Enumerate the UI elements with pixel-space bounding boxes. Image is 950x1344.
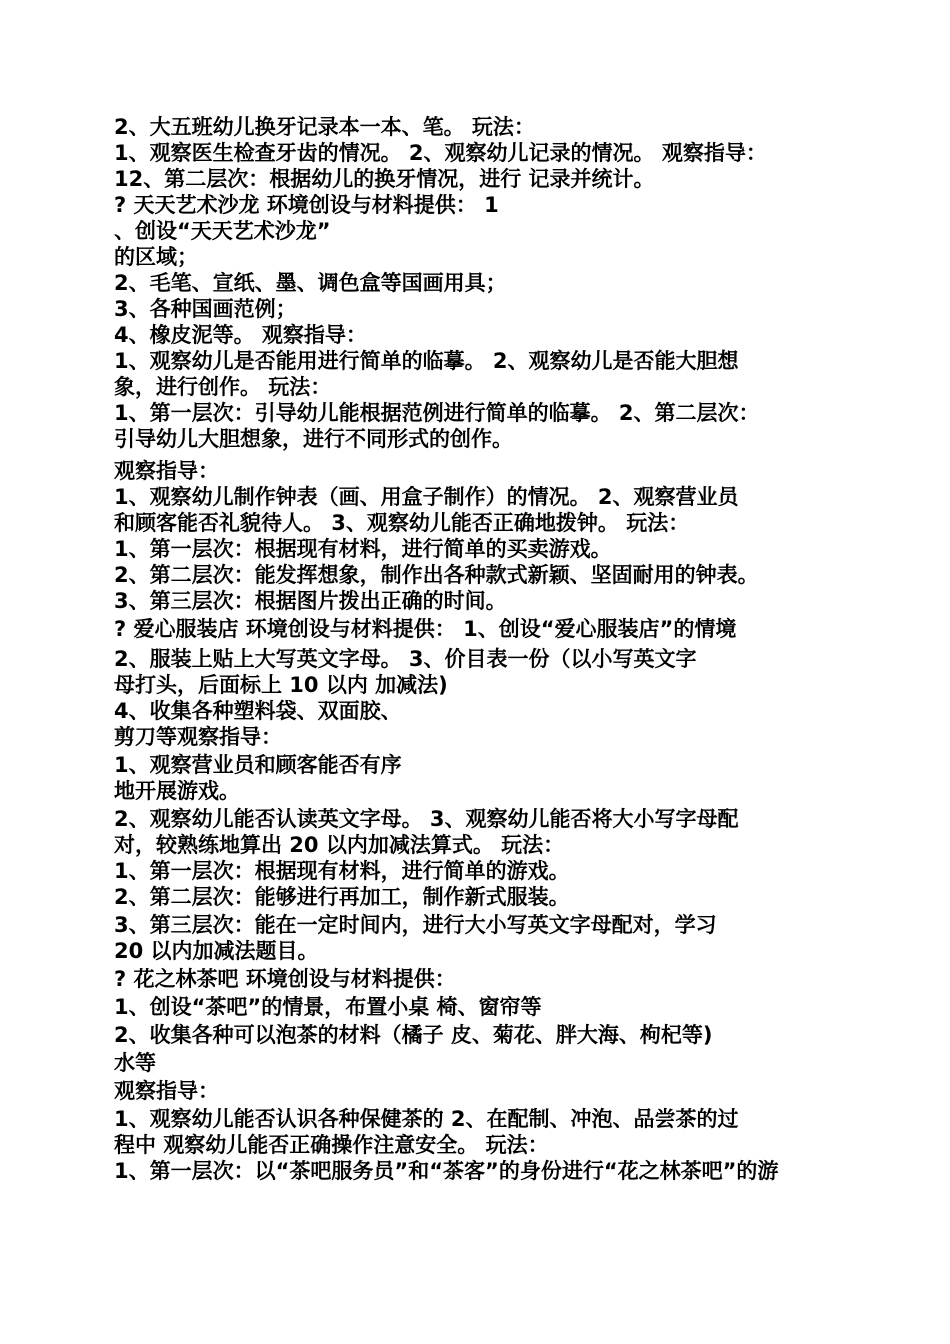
text-line: 地开展游戏。	[114, 779, 240, 803]
text-line: 2、大五班幼儿换牙记录本一本、笔。 玩法：	[114, 115, 535, 139]
text-line: 1、创设“茶吧”的情景，布置小桌 椅、窗帘等	[114, 995, 542, 1019]
text-line: 、创设“天天艺术沙龙”	[114, 219, 331, 243]
text-line: 2、第二层次：能够进行再加工，制作新式服装。	[114, 885, 570, 909]
text-line: 2、服装上贴上大写英文字母。 3、价目表一份（以小写英文字	[114, 647, 697, 671]
text-line: 1、观察营业员和顾客能否有序	[114, 753, 402, 777]
text-line: 观察指导：	[114, 1079, 219, 1103]
text-line: ? 爱心服装店 环境创设与材料提供： 1、创设“爱心服装店”的情境	[114, 617, 737, 641]
text-line: 4、收集各种塑料袋、双面胶、	[114, 699, 402, 723]
text-line: 象，进行创作。 玩法：	[114, 375, 332, 399]
text-line: 1、第一层次：根据现有材料，进行简单的买卖游戏。	[114, 537, 612, 561]
text-line: 程中 观察幼儿能否正确操作注意安全。 玩法：	[114, 1133, 549, 1157]
text-line: ? 天天艺术沙龙 环境创设与材料提供： 1	[114, 193, 499, 217]
text-line: 2、毛笔、宣纸、墨、调色盒等国画用具；	[114, 271, 507, 295]
text-line: 水等	[114, 1051, 156, 1075]
text-line: 的区域；	[114, 245, 198, 269]
text-line: 3、第三层次：根据图片拨出正确的时间。	[114, 589, 507, 613]
text-line: 母打头，后面标上 10 以内 加减法)	[114, 673, 448, 697]
text-line: 对，较熟练地算出 20 以内加减法算式。 玩法：	[114, 833, 565, 857]
text-line: 2、第二层次：能发挥想象，制作出各种款式新颖、坚固耐用的钟表。	[114, 563, 759, 587]
text-line: 1、观察幼儿是否能用进行简单的临摹。 2、观察幼儿是否能大胆想	[114, 349, 739, 373]
text-line: 3、第三层次：能在一定时间内，进行大小写英文字母配对，学习	[114, 913, 717, 937]
text-line: 1、第一层次：以“茶吧服务员”和“茶客”的身份进行“花之林茶吧”的游	[114, 1159, 779, 1183]
text-line: 1、第一层次：根据现有材料，进行简单的游戏。	[114, 859, 570, 883]
text-line: 3、各种国画范例；	[114, 297, 297, 321]
text-line: 2、观察幼儿能否认读英文字母。 3、观察幼儿能否将大小写字母配	[114, 807, 739, 831]
text-line: 引导幼儿大胆想象，进行不同形式的创作。	[114, 427, 513, 451]
text-line: 1、第一层次：引导幼儿能根据范例进行简单的临摹。 2、第二层次：	[114, 401, 760, 425]
text-line: 12、第二层次：根据幼儿的换牙情况，进行 记录并统计。	[114, 167, 655, 191]
text-line: 1、观察医生检查牙齿的情况。 2、观察幼儿记录的情况。 观察指导：	[114, 141, 767, 165]
text-line: 2、收集各种可以泡茶的材料（橘子 皮、菊花、胖大海、枸杞等)	[114, 1023, 713, 1047]
text-line: 1、观察幼儿能否认识各种保健茶的 2、在配制、冲泡、品尝茶的过	[114, 1107, 739, 1131]
text-line: 1、观察幼儿制作钟表（画、用盒子制作）的情况。 2、观察营业员	[114, 485, 739, 509]
text-line: 4、橡皮泥等。 观察指导：	[114, 323, 367, 347]
text-line: 剪刀等观察指导：	[114, 725, 282, 749]
text-line: ? 花之林茶吧 环境创设与材料提供：	[114, 967, 456, 991]
text-line: 20 以内加减法题目。	[114, 939, 319, 963]
text-line: 和顾客能否礼貌待人。 3、观察幼儿能否正确地拨钟。 玩法：	[114, 511, 690, 535]
text-line: 观察指导：	[114, 459, 219, 483]
